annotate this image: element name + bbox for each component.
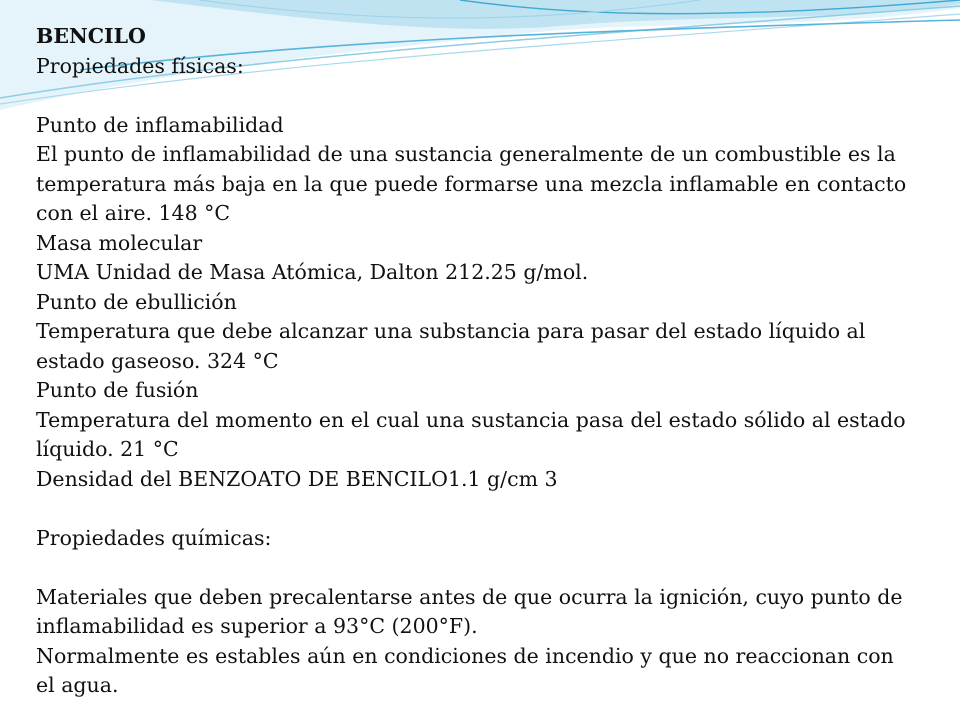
physical-properties-heading: Propiedades físicas: <box>36 53 244 78</box>
chemical-properties-text-2: Normalmente es estables aún en condiciones de incendio y que no reaccionan con el agua. <box>36 643 894 697</box>
molecular-mass-heading: Masa molecular <box>36 230 203 255</box>
spacer <box>36 81 936 111</box>
flash-point-heading: Punto de inflamabilidad <box>36 112 284 137</box>
molecular-mass-text: UMA Unidad de Masa Atómica, Dalton 212.25 g/mol. <box>36 260 589 284</box>
density-text: Densidad del BENZOATO DE BENCILO1.1 g/cm 3 <box>36 466 558 491</box>
chemical-properties-text-1: Materiales que deben precalentarse antes de que ocurra la ignición, cuyo punto de inflamabilidad es superior a 93°C (200°F). <box>36 584 903 638</box>
boiling-point-text: Temperatura que debe alcanzar una substancia para pasar del estado líquido al estado gaseoso. 324 °C <box>36 319 866 373</box>
spacer <box>36 494 936 524</box>
melting-point-text: Temperatura del momento en el cual una sustancia pasa del estado sólido al estado líquido. 21 °C <box>36 407 906 461</box>
slide-body <box>36 22 936 701</box>
flash-point-text: El punto de inflamabilidad de una sustancia generalmente de un combustible es la temperatura más baja en la que puede formarse una mezcla inflamable en contacto con el aire. 148 °C <box>36 142 907 225</box>
spacer <box>36 553 936 583</box>
chemical-properties-heading: Propiedades químicas: <box>36 525 272 550</box>
boiling-point-heading: Punto de ebullición <box>36 289 237 314</box>
slide-title: BENCILO <box>36 24 146 48</box>
melting-point-heading: Punto de fusión <box>36 378 199 402</box>
